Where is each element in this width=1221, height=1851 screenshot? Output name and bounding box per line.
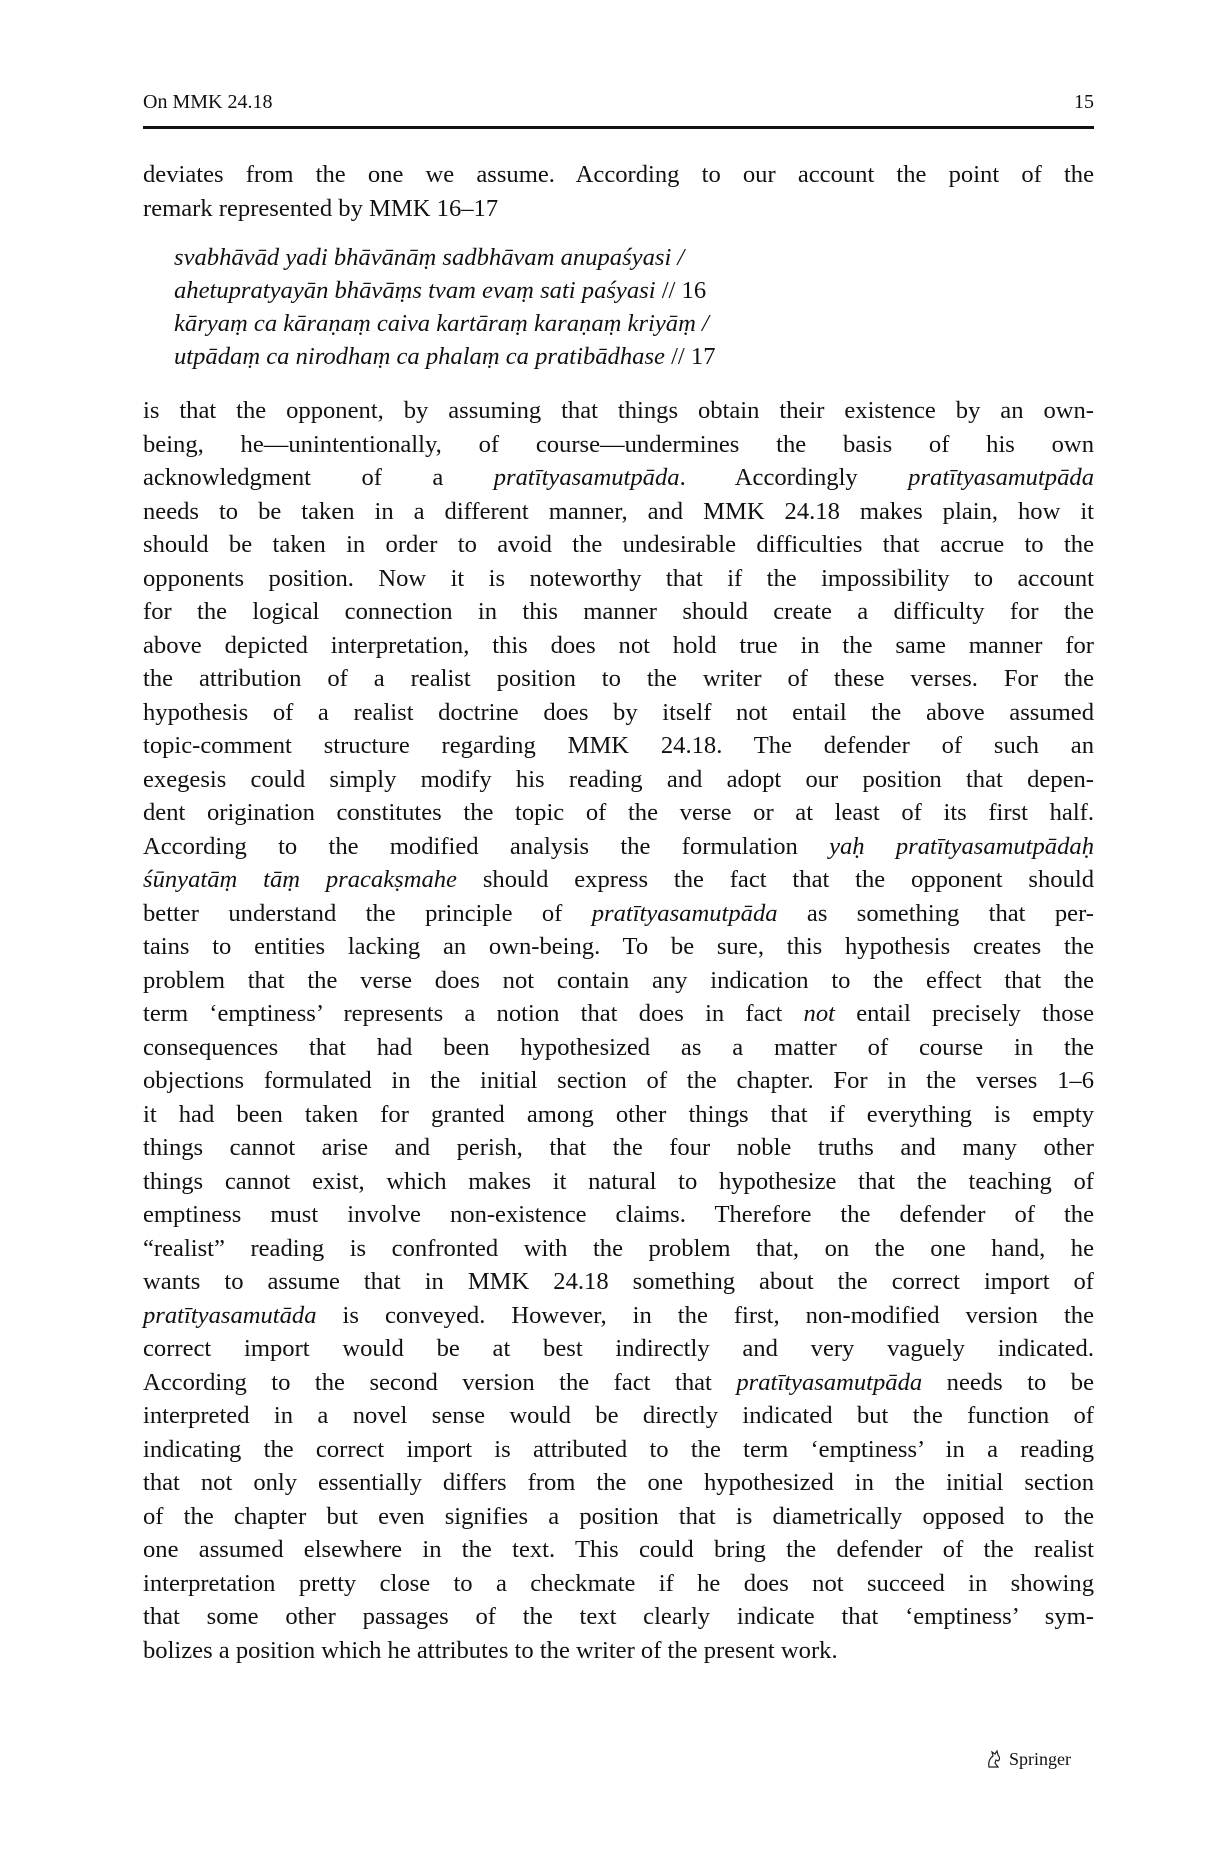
text-line bbox=[143, 1567, 1094, 1601]
header-rule bbox=[143, 126, 1094, 129]
text-line bbox=[143, 1433, 1094, 1467]
text-line bbox=[143, 763, 1094, 797]
text-line bbox=[143, 158, 1094, 192]
text-run: bolizes a position which he attributes to the writer of the present work. bbox=[143, 1636, 838, 1664]
text-run: According to the modified analysis the formulation bbox=[143, 832, 830, 860]
text-run: as something that per- bbox=[777, 899, 1094, 927]
text-run: needs to be bbox=[922, 1368, 1094, 1396]
text-run: // 16 bbox=[655, 277, 707, 304]
text-line bbox=[143, 461, 1094, 495]
text-run: things cannot arise and perish, that the four noble truths and many other bbox=[143, 1134, 1094, 1161]
text-line bbox=[143, 1466, 1094, 1500]
text-line bbox=[143, 629, 1094, 663]
text-line bbox=[143, 1098, 1094, 1132]
text-line bbox=[174, 340, 1094, 373]
text-line bbox=[143, 1600, 1094, 1634]
text-line bbox=[143, 930, 1094, 964]
text-line bbox=[143, 192, 1094, 226]
text-line bbox=[143, 1265, 1094, 1299]
text-run: dent origination constitutes the topic of the verse or at least of its first half. bbox=[143, 799, 1094, 826]
springer-horse-icon bbox=[985, 1749, 1003, 1769]
text-line bbox=[143, 696, 1094, 730]
text-line bbox=[143, 1399, 1094, 1433]
text-line bbox=[143, 394, 1094, 428]
text-run: it had been taken for granted among other things that if everything is empty bbox=[143, 1100, 1094, 1128]
text-run: objections formulated in the initial section of the chapter. For in the verses 1–6 bbox=[143, 1067, 1094, 1094]
text-line bbox=[143, 997, 1094, 1031]
text-run: // 17 bbox=[664, 343, 716, 370]
text-run: deviates from the one we assume. According to our account the point of the bbox=[143, 161, 1094, 188]
text-line bbox=[174, 241, 1094, 274]
italic-term: svabhāvād yadi bhāvānāṃ sadbhāvam anupaśyasi / bbox=[174, 244, 685, 271]
text-run: should express the fact that the opponent should bbox=[456, 866, 1095, 893]
text-run: one assumed elsewhere in the text. This could bring the defender of the realist bbox=[143, 1536, 1094, 1563]
text-line bbox=[143, 562, 1094, 596]
text-line bbox=[143, 1533, 1094, 1567]
text-line bbox=[174, 274, 1094, 307]
text-run: “realist” reading is confronted with the problem that, on the one hand, he bbox=[143, 1234, 1094, 1262]
text-run: wants to assume that in MMK 24.18 something about the correct import of bbox=[143, 1268, 1094, 1295]
text-line bbox=[143, 830, 1094, 864]
running-header bbox=[143, 88, 1094, 116]
text-line bbox=[143, 1232, 1094, 1266]
text-line bbox=[143, 662, 1094, 696]
page-number: 15 bbox=[1074, 91, 1094, 113]
text-run: interpretation pretty close to a checkmate if he does not succeed in showing bbox=[143, 1569, 1094, 1597]
text-run: of the chapter but even signifies a position that is diametrically opposed to the bbox=[143, 1502, 1094, 1530]
text-line bbox=[143, 729, 1094, 763]
text-run: problem that the verse does not contain any indication to the effect that the bbox=[143, 966, 1094, 994]
text-run: opponents position. Now it is noteworthy that if the impossibility to account bbox=[143, 564, 1094, 592]
text-run: term ‘emptiness’ represents a notion that does in fact bbox=[143, 1000, 804, 1027]
text-run: that some other passages of the text clearly indicate that ‘emptiness’ sym- bbox=[143, 1603, 1094, 1630]
text-line bbox=[143, 1064, 1094, 1098]
text-run: indicating the correct import is attributed to the term ‘emptiness’ in a reading bbox=[143, 1435, 1094, 1463]
text-run: needs to be taken in a different manner, and MMK 24.18 makes plain, how it bbox=[143, 497, 1094, 525]
text-run: remark represented by MMK 16–17 bbox=[143, 194, 499, 222]
text-line bbox=[143, 1198, 1094, 1232]
paragraph-2 bbox=[143, 394, 1094, 1667]
italic-term: pratītyasamutpāda bbox=[908, 464, 1094, 491]
text-run: being, he—unintentionally, of course—undermines the basis of his own bbox=[143, 430, 1094, 458]
text-run: things cannot exist, which makes it natural to hypothesize that the teaching of bbox=[143, 1167, 1094, 1195]
text-line bbox=[143, 428, 1094, 462]
text-run: correct import would be at best indirectly and very vaguely indicated. bbox=[143, 1335, 1094, 1362]
text-run: the attribution of a realist position to the writer of these verses. For the bbox=[143, 665, 1094, 692]
text-line bbox=[143, 1299, 1094, 1333]
text-run: for the logical connection in this manner should create a difficulty for the bbox=[143, 598, 1094, 625]
text-line bbox=[143, 863, 1094, 897]
text-line bbox=[143, 495, 1094, 529]
text-run: entail precisely those bbox=[834, 1000, 1094, 1027]
text-run: tains to entities lacking an own-being. To be sure, this hypothesis creates the bbox=[143, 933, 1094, 960]
italic-term: not bbox=[803, 1000, 835, 1027]
verse-quotation bbox=[174, 241, 1094, 373]
text-line bbox=[143, 964, 1094, 998]
italic-term: ahetupratyayān bhāvāṃs tvam evaṃ sati paśyasi bbox=[174, 277, 656, 304]
text-run: that not only essentially differs from the one hypothesized in the initial section bbox=[143, 1469, 1094, 1496]
text-run: acknowledgment of a bbox=[143, 464, 494, 491]
text-line bbox=[143, 1366, 1094, 1400]
body-text bbox=[143, 158, 1094, 1667]
text-run: hypothesis of a realist doctrine does by itself not entail the above assumed bbox=[143, 698, 1094, 726]
italic-term: pratītyasamutpāda bbox=[493, 464, 680, 491]
running-title: On MMK 24.18 bbox=[143, 91, 273, 113]
text-line bbox=[143, 1634, 1094, 1668]
italic-term: yaḥ pratītyasamutpādaḥ bbox=[829, 832, 1094, 860]
text-run: is that the opponent, by assuming that things obtain their existence by an own- bbox=[143, 397, 1094, 424]
text-run: better understand the principle of bbox=[143, 899, 592, 927]
publisher-mark bbox=[985, 1746, 1071, 1772]
text-line bbox=[143, 1500, 1094, 1534]
text-run: According to the second version the fact that bbox=[143, 1368, 737, 1396]
italic-term: śūnyatāṃ tāṃ pracakṣmahe bbox=[143, 866, 457, 893]
italic-term: utpādaṃ ca nirodhaṃ ca phalaṃ ca pratibādhase bbox=[174, 343, 665, 370]
italic-term: pratītyasamutāda bbox=[143, 1301, 317, 1329]
text-line bbox=[143, 796, 1094, 830]
text-line bbox=[143, 897, 1094, 931]
text-run: above depicted interpretation, this does not hold true in the same manner for bbox=[143, 631, 1094, 659]
italic-term: kāryaṃ ca kāraṇaṃ caiva kartāraṃ karaṇaṃ kriyāṃ / bbox=[174, 310, 709, 337]
text-line bbox=[143, 1332, 1094, 1366]
italic-term: pratītyasamutpāda bbox=[736, 1368, 923, 1396]
text-run: consequences that had been hypothesized as a matter of course in the bbox=[143, 1033, 1094, 1061]
text-run: topic-comment structure regarding MMK 24.18. The defender of such an bbox=[143, 732, 1094, 759]
text-run: is conveyed. However, in the first, non-modified version the bbox=[316, 1301, 1094, 1329]
text-run: . Accordingly bbox=[679, 464, 909, 491]
paragraph-1 bbox=[143, 158, 1094, 225]
italic-term: pratītyasamutpāda bbox=[591, 899, 778, 927]
text-line bbox=[143, 1031, 1094, 1065]
publisher-name: Springer bbox=[1009, 1749, 1071, 1769]
text-line bbox=[143, 1131, 1094, 1165]
text-line bbox=[143, 528, 1094, 562]
text-run: should be taken in order to avoid the undesirable difficulties that accrue to the bbox=[143, 531, 1094, 558]
text-line bbox=[143, 1165, 1094, 1199]
text-line bbox=[174, 307, 1094, 340]
text-run: interpreted in a novel sense would be directly indicated but the function of bbox=[143, 1402, 1094, 1429]
text-run: exegesis could simply modify his reading and adopt our position that depen- bbox=[143, 765, 1094, 793]
text-line bbox=[143, 595, 1094, 629]
text-run: emptiness must involve non-existence claims. Therefore the defender of the bbox=[143, 1201, 1094, 1228]
